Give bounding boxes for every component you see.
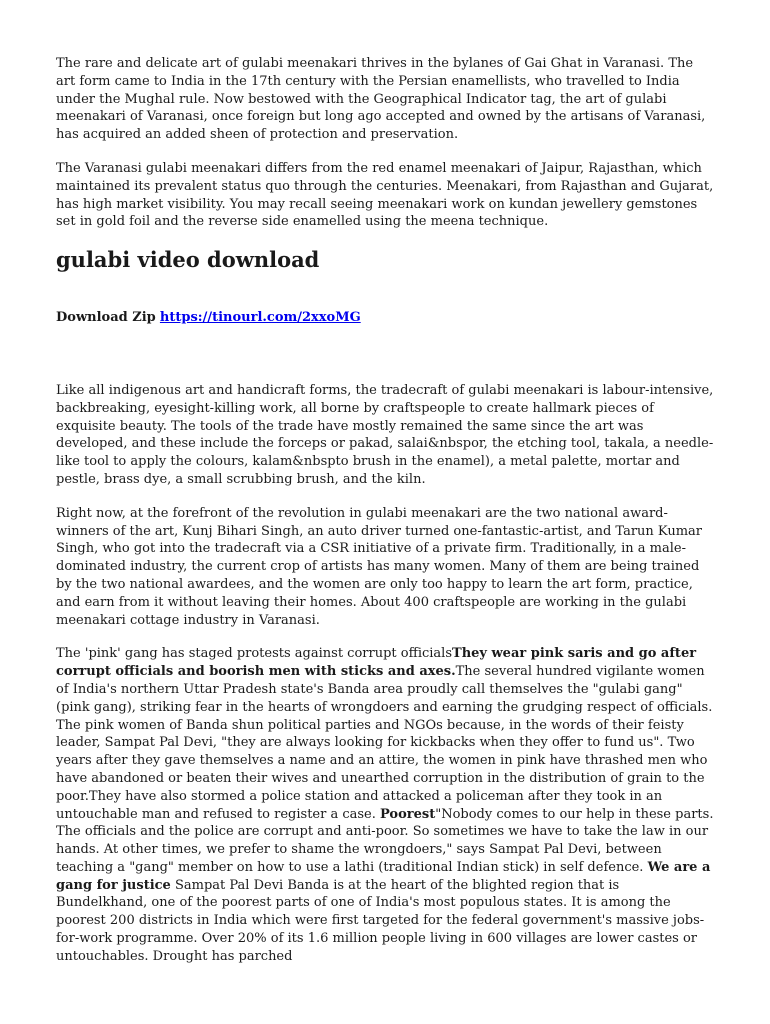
text-segment: The several hundred vigilante women of India's northern Uttar Pradesh state's Banda area proudly call themselves the "gulabi gang" (pink gang), striking fear in the hearts of wrongdoers and earning the grudging respect of officials. The pink women of Banda shun political parties and NGOs because, in the words of their feisty leader, Sampat Pal Devi, "they are always looking for kickbacks when they offer to fund us". Two years after they gave themselves a name and an attire, the women in pink have thrashed men who have abandoned or beaten their wives and unearthed corruption in the distribution of grain to the poor.They have also stormed a police station and attacked a policeman after they took in an untouchable man and refused to register a case. [56,664,713,822]
comparison-paragraph: The Varanasi gulabi meenakari differs from the red enamel meenakari of Jaipur, Rajasthan, which maintained its prevalent status quo through the centuries. Meenakari, from Rajasthan and Gujarat, has high market visibility. You may recall seeing meenakari work on kundan jewellery gemstones set in gold foil and the reverse side enamelled using the meena technique. [56,160,714,230]
bold-segment: They wear pink saris and go after corrupt officials and boorish men with sticks and axes. [56,646,697,680]
tools-paragraph: Like all indigenous art and handicraft forms, the tradecraft of gulabi meenakari is labour-intensive, backbreaking, eyesight-killing work, all borne by craftspeople to create hallmark pieces of exquisite beauty. The tools of the trade have mostly remained the same since the art was developed, and these include the forceps or pakad, salai&nbspor, the etching tool, takala, a needle-like tool to apply the colours, kalam&nbspto brush in the enamel), a metal palette, mortar and pestle, brass dye, a small scrubbing brush, and the kiln. [56,382,714,487]
download-link[interactable]: https://tinourl.com/2xxoMG [159,310,361,326]
bold-segment: Poorest [380,806,436,822]
text-segment: Sampat Pal Devi Banda is at the heart of the blighted region that is Bundelkhand, one of the poorest parts of one of India's most populous states. It is among the poorest 200 districts in India which were first targeted for the federal government's massive jobs-for-work programme. Over 20% of its 1.6 million people living in 600 villages are lower castes or untouchables. Drought has parched [56,877,705,964]
artists-paragraph: Right now, at the forefront of the revolution in gulabi meenakari are the two national award-winners of the art, Kunj Bihari Singh, an auto driver turned one-fantastic-artist, and Tarun Kumar Singh, who got into the tradecraft via a CSR initiative of a private firm. Traditionally, in a male-dominated industry, the current crop of artists has many women. Many of them are being trained by the two national awardees, and the women are only too happy to learn the art form, practice, and earn from it without leaving their homes. About 400 craftspeople are working in the gulabi meenakari cottage industry in Varanasi. [56,505,703,628]
intro-paragraph: The rare and delicate art of gulabi meenakari thrives in the bylanes of Gai Ghat in Varanasi. The art form came to India in the 17th century with the Persian enamellists, who travelled to India under the Mughal rule. Now bestowed with the Geographical Indicator tag, the art of gulabi meenakari of Varanasi, once foreign but long ago accepted and owned by the artisans of Varanasi, has acquired an added sheen of protection and preservation. [56,56,706,143]
text-segment: "Nobody comes to our help in these parts. The officials and the police are corrupt and anti-poor. So sometimes we have to take the law in our hands. At other times, we prefer to shame the wrongdoers," says Sampat Pal Devi, between teaching a "gang" member on how to use a lathi (traditional Indian stick) in self defence. [56,806,714,875]
text-segment: The 'pink' gang has staged protests against corrupt officials [56,646,453,662]
download-line [56,309,714,327]
pink-gang-paragraph [56,645,714,965]
page-heading: gulabi video download [56,247,320,273]
download-label: Download Zip [56,310,156,326]
bold-segment: We are a gang for justice [56,859,711,893]
